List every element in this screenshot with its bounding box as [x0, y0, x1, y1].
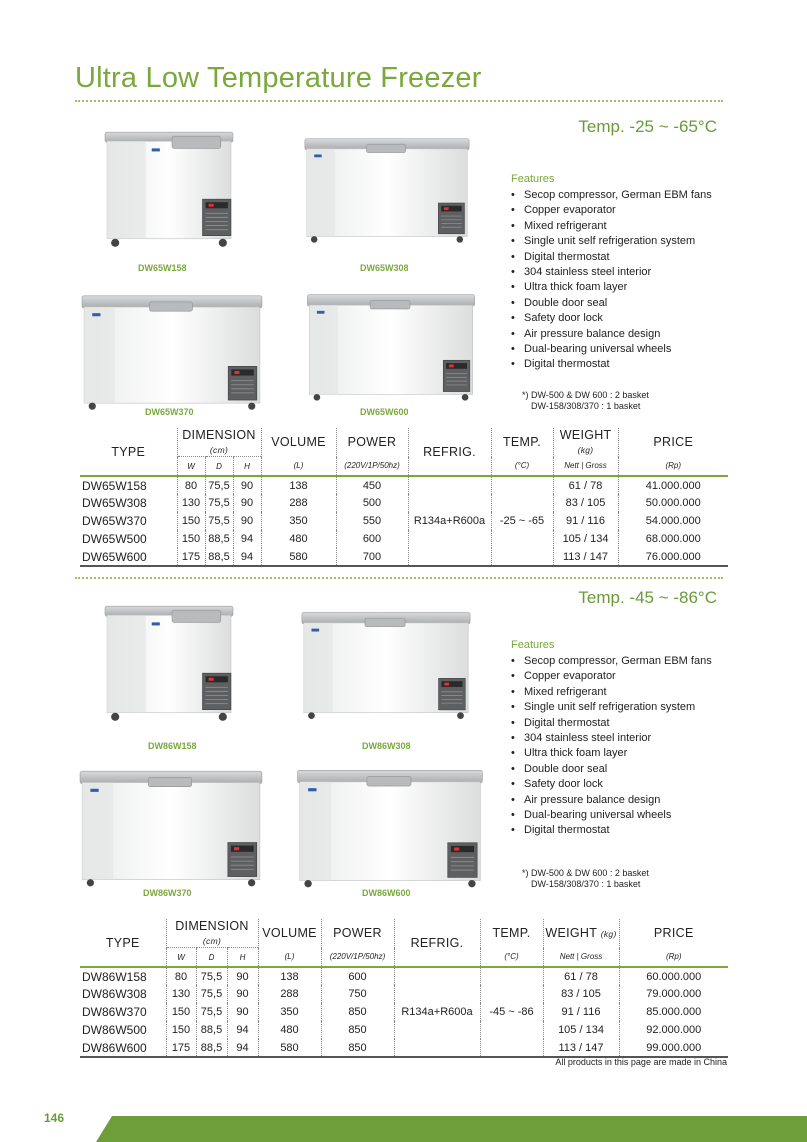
temp-value: -25 ~ -65 [491, 476, 553, 566]
feature-item: • Dual-bearing universal wheels [511, 808, 712, 823]
feature-item: • Double door seal [511, 762, 712, 777]
header-refrig: REFRIG. [394, 919, 480, 967]
table-row: DW65W308 130 75,5 90 288 500 83 / 105 50.000.000 [80, 494, 728, 512]
header-price: PRICE [619, 919, 728, 948]
image-caption: DW86W158 [148, 741, 197, 751]
feature-item: • 304 stainless steel interior [511, 265, 712, 280]
refrig-value: R134a+R600a [394, 967, 480, 1057]
table-row: DW86W158 80 75,5 90 138 600 R134a+R600a -45 ~ -86 61 / 78 60.000.000 [80, 967, 728, 985]
header-volume: VOLUME [258, 919, 321, 948]
temp-range-label: Temp. -45 ~ -86°C [578, 588, 717, 607]
header-refrig: REFRIG. [408, 428, 491, 476]
spec-table [80, 919, 728, 1058]
temp-value: -45 ~ -86 [480, 967, 543, 1057]
temp-range-label: Temp. -25 ~ -65°C [578, 117, 717, 136]
feature-item: • Air pressure balance design [511, 793, 712, 808]
page-title: Ultra Low Temperature Freezer [75, 62, 482, 94]
upright-freezer-icon [103, 128, 235, 250]
basket-note: *) DW-500 & DW 600 : 2 basket DW-158/308/370 : 1 basket [522, 868, 649, 889]
table-row: DW65W600 175 88,5 94 580 700 113 / 147 76.000.000 [80, 548, 728, 566]
chest-freezer-icon [287, 764, 493, 890]
feature-item: • Copper evaporator [511, 669, 712, 684]
header-volume-unit: (L) [261, 457, 336, 477]
image-caption: DW65W308 [360, 263, 409, 273]
header-price: PRICE [618, 428, 728, 457]
table-row: DW86W308 130 75,5 90 288 750 83 / 105 79.000.000 [80, 985, 728, 1003]
header-weight-sub: Nett | Gross [553, 457, 618, 477]
header-w: W [166, 948, 196, 968]
header-temp: TEMP. [491, 428, 553, 457]
feature-item: • Ultra thick foam layer [511, 280, 712, 295]
feature-item: • Safety door lock [511, 777, 712, 792]
header-temp-unit: (°C) [491, 457, 553, 477]
features-list [511, 639, 712, 839]
feature-item: • Digital thermostat [511, 250, 712, 265]
feature-item: • Double door seal [511, 296, 712, 311]
header-dimension: DIMENSION (cm) [177, 428, 261, 457]
section-divider [75, 577, 723, 579]
feature-item: • Digital thermostat [511, 357, 712, 372]
table-row: DW65W158 80 75,5 90 138 450 R134a+R600a -25 ~ -65 61 / 78 41.000.000 [80, 476, 728, 494]
page-number: 146 [44, 1111, 65, 1125]
header-price-unit: (Rp) [619, 948, 728, 968]
header-weight-sub: Nett | Gross [543, 948, 619, 968]
image-caption: DW65W158 [138, 263, 187, 273]
footer-note: All products in this page are made in China [555, 1057, 727, 1067]
table-row: DW86W370 150 75,5 90 350 850 91 / 116 85.000.000 [80, 1003, 728, 1021]
header-temp: TEMP. [480, 919, 543, 948]
table-row: DW65W500 150 88,5 94 480 600 105 / 134 68.000.000 [80, 530, 728, 548]
header-volume: VOLUME [261, 428, 336, 457]
header-temp-unit: (°C) [480, 948, 543, 968]
feature-item: • Digital thermostat [511, 823, 712, 838]
chest-freezer-icon [80, 289, 264, 413]
title-divider [75, 100, 723, 102]
header-h: H [227, 948, 258, 968]
feature-item: • Copper evaporator [511, 203, 712, 218]
header-power: POWER [321, 919, 394, 948]
feature-item: • Single unit self refrigeration system [511, 700, 712, 715]
image-caption: DW86W308 [362, 741, 411, 751]
features-list [511, 173, 712, 373]
table-row: DW65W370 150 75,5 90 350 550 91 / 116 54.000.000 [80, 512, 728, 530]
header-type: TYPE [111, 444, 146, 459]
table-row: DW86W600 175 88,5 94 580 850 113 / 147 99.000.000 [80, 1039, 728, 1057]
chest-freezer-icon [300, 602, 472, 726]
image-caption: DW86W370 [143, 888, 192, 898]
chest-freezer-icon [292, 289, 490, 403]
feature-item: • Secop compressor, German EBM fans [511, 654, 712, 669]
header-d: D [205, 457, 233, 477]
header-h: H [233, 457, 261, 477]
header-d: D [196, 948, 227, 968]
header-dimension: DIMENSION (cm) [166, 919, 258, 948]
upright-freezer-icon [103, 602, 235, 724]
header-power: POWER [336, 428, 408, 457]
feature-item: • Secop compressor, German EBM fans [511, 188, 712, 203]
feature-item: • Air pressure balance design [511, 327, 712, 342]
header-weight: WEIGHT (kg) [543, 919, 619, 948]
table-row: DW86W500 150 88,5 94 480 850 105 / 134 92.000.000 [80, 1021, 728, 1039]
feature-item: • Safety door lock [511, 311, 712, 326]
header-power-unit: (220V/1P/50hz) [336, 457, 408, 477]
image-caption: DW65W600 [360, 407, 409, 417]
footer-green-bar [0, 1116, 807, 1142]
image-caption: DW86W600 [362, 888, 411, 898]
feature-item: • Single unit self refrigeration system [511, 234, 712, 249]
chest-freezer-icon [78, 764, 264, 890]
refrig-value: R134a+R600a [408, 476, 491, 566]
basket-note: *) DW-500 & DW 600 : 2 basket DW-158/308/370 : 1 basket [522, 390, 649, 411]
header-type: TYPE [105, 935, 140, 950]
feature-item: • Ultra thick foam layer [511, 746, 712, 761]
header-price-unit: (Rp) [618, 457, 728, 477]
image-caption: DW65W370 [145, 407, 194, 417]
feature-item: • Mixed refrigerant [511, 685, 712, 700]
header-power-unit: (220V/1P/50hz) [321, 948, 394, 968]
header-weight: WEIGHT (kg) [553, 428, 618, 457]
features-heading: Features [511, 639, 555, 651]
feature-item: • Mixed refrigerant [511, 219, 712, 234]
spec-table [80, 428, 728, 567]
header-w: W [177, 457, 205, 477]
feature-item: • Digital thermostat [511, 716, 712, 731]
chest-freezer-icon [303, 128, 471, 250]
feature-item: • 304 stainless steel interior [511, 731, 712, 746]
header-volume-unit: (L) [258, 948, 321, 968]
features-heading: Features [511, 173, 555, 185]
feature-item: • Dual-bearing universal wheels [511, 342, 712, 357]
